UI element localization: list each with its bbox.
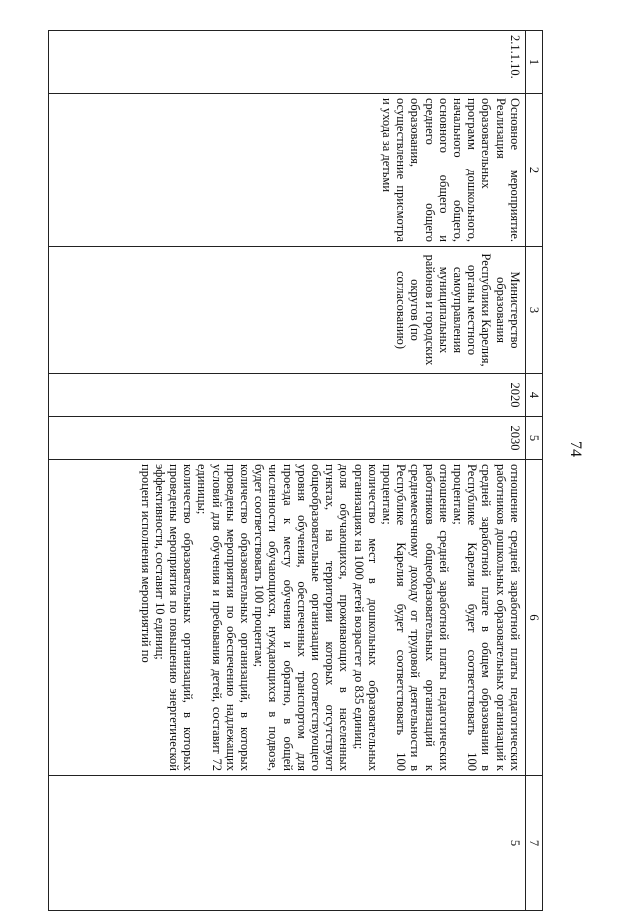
cell-end-year: 2030	[49, 417, 526, 460]
program-table	[48, 30, 543, 911]
header-col-2: 2	[525, 94, 542, 247]
result-item: количество образовательных организаций, в которых проведены мероприятия по повышению энергетической эффективности, составит 10 единиц;	[152, 464, 196, 771]
cell-results	[49, 460, 526, 776]
header-row	[525, 31, 542, 911]
table-row	[49, 31, 526, 911]
header-col-3: 3	[525, 247, 542, 374]
result-item: процент исполнения мероприятий по	[138, 464, 153, 663]
header-col-7: 7	[525, 776, 542, 911]
result-item: доля обучающихся, проживающих в населенных пунктах, на территории которых отсутствуют общеобразовательные организации соответствующего уровня обучения, обеспеченных транспортом для проезда к месту обучения и обратно, в общей численности обучающихся, нуждающихся в подвозе, будет соответствовать 100 процентам;	[252, 464, 352, 771]
header-col-5: 5	[525, 417, 542, 460]
result-item: отношение средней заработной платы педагогических работников дошкольных образовательных организаций к средней заработной плате в общем образовании в Республике Карелия будет соответствовать 100 процентам;	[450, 464, 522, 771]
header-col-6: 6	[525, 460, 542, 776]
result-item: отношение средней заработной платы педагогических работников общеобразовательных организаций к среднемесячному доходу от трудовой деятельности в Республике Карелия будет соответствовать 100 процентам;	[379, 464, 451, 771]
cell-activity: Основное мероприятие. Реализация образовательных программ дошкольного, начального общего, основного общего и среднего общего образования, осуществление присмотра и ухода за детьми	[49, 94, 526, 247]
rotated-table-wrapper	[48, 30, 543, 875]
header-col-1: 1	[525, 31, 542, 94]
cell-col7: 5	[49, 776, 526, 911]
result-item: количество образовательных организаций, в которых проведены мероприятия по обеспечению надлежащих условий для обучения и пребывания детей, составит 72 единицы;	[195, 464, 252, 771]
cell-executor: Министерство образования Республики Карелия, органы местного самоуправления муниципальных районов и городских округов (по согласованию)	[49, 247, 526, 374]
cell-code: 2.1.1.10.	[49, 31, 526, 94]
page-number: 74	[567, 441, 584, 457]
header-col-4: 4	[525, 374, 542, 417]
cell-start-year: 2020	[49, 374, 526, 417]
result-item: количество мест в дошкольных образовательных организациях на 1000 детей возрастет до 835 единиц;	[351, 464, 380, 771]
